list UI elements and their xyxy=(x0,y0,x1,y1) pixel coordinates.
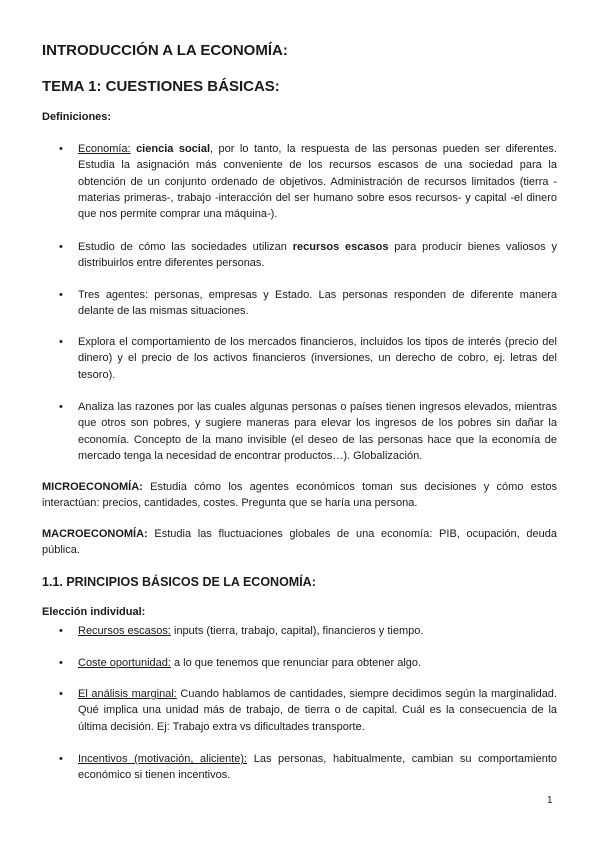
tema-title: TEMA 1: CUESTIONES BÁSICAS: xyxy=(42,78,280,95)
list-item xyxy=(78,623,557,639)
bold-ciencia-social: ciencia social xyxy=(136,143,211,155)
item-text: para producir bienes valiosos y distribuirlos entre diferentes personas. xyxy=(78,241,558,270)
term: Coste oportunidad: xyxy=(78,657,171,669)
micro-label: MICROECONOMÍA: xyxy=(42,481,143,493)
micro-text: Estudia cómo los agentes económicos toman sus decisiones y cómo estos interactúan: precios, cantidades, costes. Pregunta que se haría una persona. xyxy=(42,481,557,510)
term-economia: Economía: xyxy=(78,143,131,155)
item-text: Las personas, habitualmente, cambian su comportamiento económico si tienen incentivos. xyxy=(78,753,557,782)
list-item xyxy=(78,239,557,272)
section-title: 1.1. PRINCIPIOS BÁSICOS DE LA ECONOMÍA: xyxy=(42,575,316,589)
item-text: , por lo tanto, la respuesta de las personas pueden ser diferentes. Estudia la asignación más conveniente de los recursos escasos de una sociedad para la obtención de un conjunto ordenado de objetivos. Administración de recursos limitados (tierra -materias primeras-, trabajo -interacción del ser humano sobre esos recursos- y capital -el dinero que nos permite comprar una máquina-). xyxy=(78,143,557,221)
item-text: inputs (tierra, trabajo, capital), financieros y tiempo. xyxy=(170,625,424,637)
bold-recursos-escasos: recursos escasos xyxy=(292,241,389,253)
definiciones-label: Definiciones: xyxy=(42,111,112,123)
item-text: Estudio de cómo las sociedades utilizan xyxy=(78,241,293,253)
list-item xyxy=(78,399,557,464)
item-text: Analiza las razones por las cuales algunas personas o países tienen ingresos elevados, mientras que otros son pobres, y sugiere maneras para elevar los ingresos de los pobres sin dañar la economía. Concepto de la mano invisible (el deseo de las personas hace que la economía de mercado tenga la necesidad de encontrar productos…). Globalización. xyxy=(78,401,557,462)
term: El análisis marginal: xyxy=(78,688,177,700)
item-text: Tres agentes: personas, empresas y Estado. Las personas responden de diferente manera delante de las mismas situaciones. xyxy=(78,289,557,318)
eleccion-label: Elección individual: xyxy=(42,606,146,618)
item-text: Cuando hablamos de cantidades, siempre decidimos según la marginalidad. Qué implica una unidad más de trabajo, de tierra o de capital. Cuál es la consecuencia de la última decisión. Ej: Trabajo extra vs dificultades transporte. xyxy=(78,688,557,733)
document-title: INTRODUCCIÓN A LA ECONOMÍA: xyxy=(42,42,288,59)
list-item xyxy=(78,334,557,383)
item-text: a lo que tenemos que renunciar para obtener algo. xyxy=(170,657,422,669)
list-item xyxy=(78,287,557,320)
term: Recursos escasos: xyxy=(78,625,171,637)
page-number: 1 xyxy=(547,795,553,806)
item-text: Explora el comportamiento de los mercados financieros, incluidos los tipos de interés (precio del dinero) y el precio de los activos financieros (inversiones, un derecho de cobro, ej. letras del tesoro). xyxy=(78,336,557,381)
list-item xyxy=(78,686,557,735)
term: Incentivos (motivación, aliciente): xyxy=(78,753,248,765)
macro-paragraph xyxy=(42,526,557,559)
list-item xyxy=(78,751,557,784)
macro-label: MACROECONOMÍA: xyxy=(42,528,148,540)
list-item xyxy=(78,141,557,222)
micro-paragraph xyxy=(42,479,557,512)
list-item xyxy=(78,655,557,671)
macro-text: Estudia las fluctuaciones globales de una economía: PIB, ocupación, deuda pública. xyxy=(42,528,557,557)
